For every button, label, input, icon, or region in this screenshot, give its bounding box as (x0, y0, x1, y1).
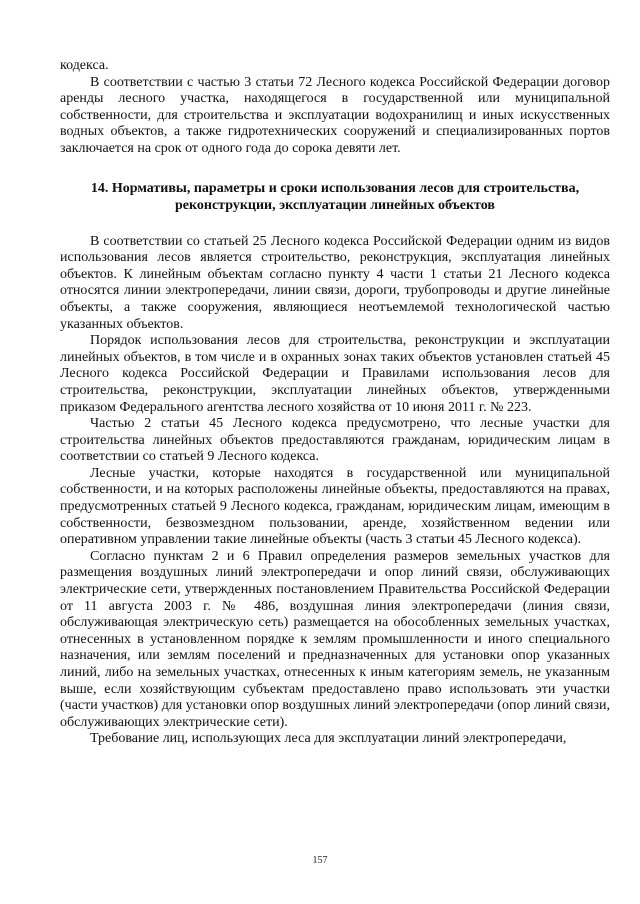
document-page (60, 58, 610, 748)
page-number: 157 (312, 855, 328, 866)
paragraph-continuation: кодекса. (60, 58, 109, 73)
paragraph-article-45-part-2: Частью 2 статьи 45 Лесного кодекса предусмотрено, что лесные участки для строительства линейных объектов предоставляются гражданам, юридическим лицам в соответствии со статьей 9 Лесного кодекса. (60, 416, 610, 465)
section-heading: 14. Нормативы, параметры и сроки использования лесов для строительства, реконструкции, эксплуатации линейных объектов (90, 180, 580, 213)
paragraph-article-45-part-3: Лесные участки, которые находятся в государственной или муниципальной собственности, и на которых расположены линейные объекты, предоставляются на правах, предусмотренных статьей 9 Лесного кодекса, гражданам, юридическим лицам, имеющим в собственности, безвозмездном пользовании, аренде, хозяйственном ведении или оперативном управлении такие линейные объекты (часть 3 статьи 45 Лесного кодекса). (60, 465, 610, 548)
paragraph-usage-procedure: Порядок использования лесов для строительства, реконструкции и эксплуатации линейных объектов, в том числе и в охранных зонах таких объектов установлен статьей 45 Лесного кодекса Российской Федерации и Правилами использования лесов для строительства, реконструкции, эксплуатации линейных объектов, утвержденными приказом Федерального агентства лесного хозяйства от 10 июня 2011 г. № 223. (60, 333, 610, 415)
paragraph-forest-use-types: В соответствии со статьей 25 Лесного кодекса Российской Федерации одним из видов использования лесов является строительство, реконструкция, эксплуатация линейных объектов. К линейным объектам согласно пункту 4 части 1 статьи 21 Лесного кодекса относятся линии электропередачи, линии связи, дороги, трубопроводы и другие линейные объекты, а также сооружения, являющиеся неотъемлемой технологической частью указанных объектов. (60, 233, 610, 332)
paragraph-requirement: Требование лиц, использующих леса для эксплуатации линий электропередачи, (90, 731, 567, 747)
paragraph-reservoir-lease: В соответствии с частью 3 статьи 72 Лесного кодекса Российской Федерации договор аренды лесного участка, находящегося в государственной или муниципальной собственности, для строительства и эксплуатации водохранилищ и иных искусственных водных объектов, а также гидротехнических сооружений и специализированных портов заключается на срок от одного года до сорока девяти лет. (60, 74, 610, 156)
paragraph-power-line-rules: Согласно пунктам 2 и 6 Правил определения размеров земельных участков для размещения воздушных линий электропередачи и опор линий связи, обслуживающих электрические сети, утвержденных постановлением Правительства Российской Федерации от 11 августа 2003 г. № 486, воздушная линия электропередачи (линия связи, обслуживающая электрическую сеть) размещается на обособленных земельных участках, отнесенных в установленном порядке к землям промышленности и иного специального назначения, или землям поселений и предназначенных для установки опор указанных линий, либо на земельных участках, отнесенных к иным категориям земель, не указанным выше, если хозяйствующим субъектам предоставлено право использовать эти участки (части участков) для установки опор воздушных линий электропередачи (опор линий связи, обслуживающих электрические сети). (60, 548, 611, 730)
